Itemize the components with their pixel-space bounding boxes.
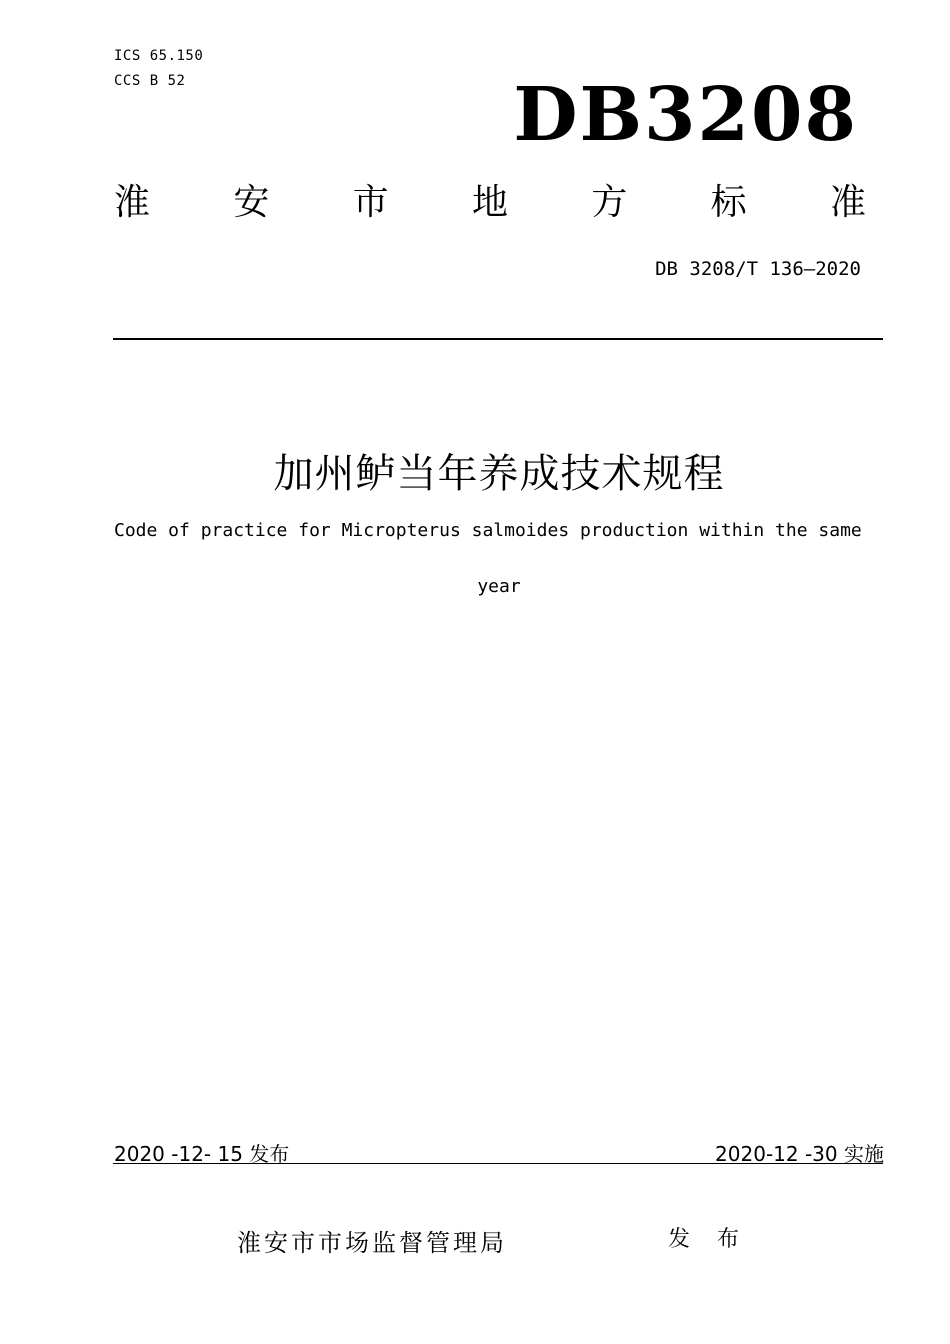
issue-date: 2020 -12- 15 发布	[114, 1142, 290, 1166]
standard-type-char: 市	[352, 182, 389, 223]
standard-type-char: 方	[591, 182, 628, 223]
standard-type-char: 安	[233, 182, 270, 223]
document-title-english-continued: year	[477, 576, 521, 597]
publish-label: 发 布	[668, 1227, 749, 1252]
implementation-date: 2020-12 -30 实施	[715, 1142, 884, 1166]
standard-type-char: 淮	[114, 182, 151, 223]
standard-type-char: 准	[829, 182, 866, 223]
db-code-title: DB3208	[513, 72, 858, 158]
bottom-divider	[113, 1163, 883, 1164]
standard-type-char: 地	[471, 182, 508, 223]
standard-type-heading	[114, 182, 866, 223]
standard-number: DB 3208/T 136—2020	[655, 258, 861, 280]
standard-type-char: 标	[710, 182, 747, 223]
top-divider	[113, 338, 883, 340]
ccs-code: CCS B 52	[114, 73, 186, 89]
ics-code: ICS 65.150	[114, 48, 204, 64]
publisher-name: 淮安市市场监督管理局	[237, 1229, 507, 1257]
document-title-chinese: 加州鲈当年养成技术规程	[273, 451, 725, 497]
document-title-english: Code of practice for Micropterus salmoides production within the same	[114, 520, 862, 541]
